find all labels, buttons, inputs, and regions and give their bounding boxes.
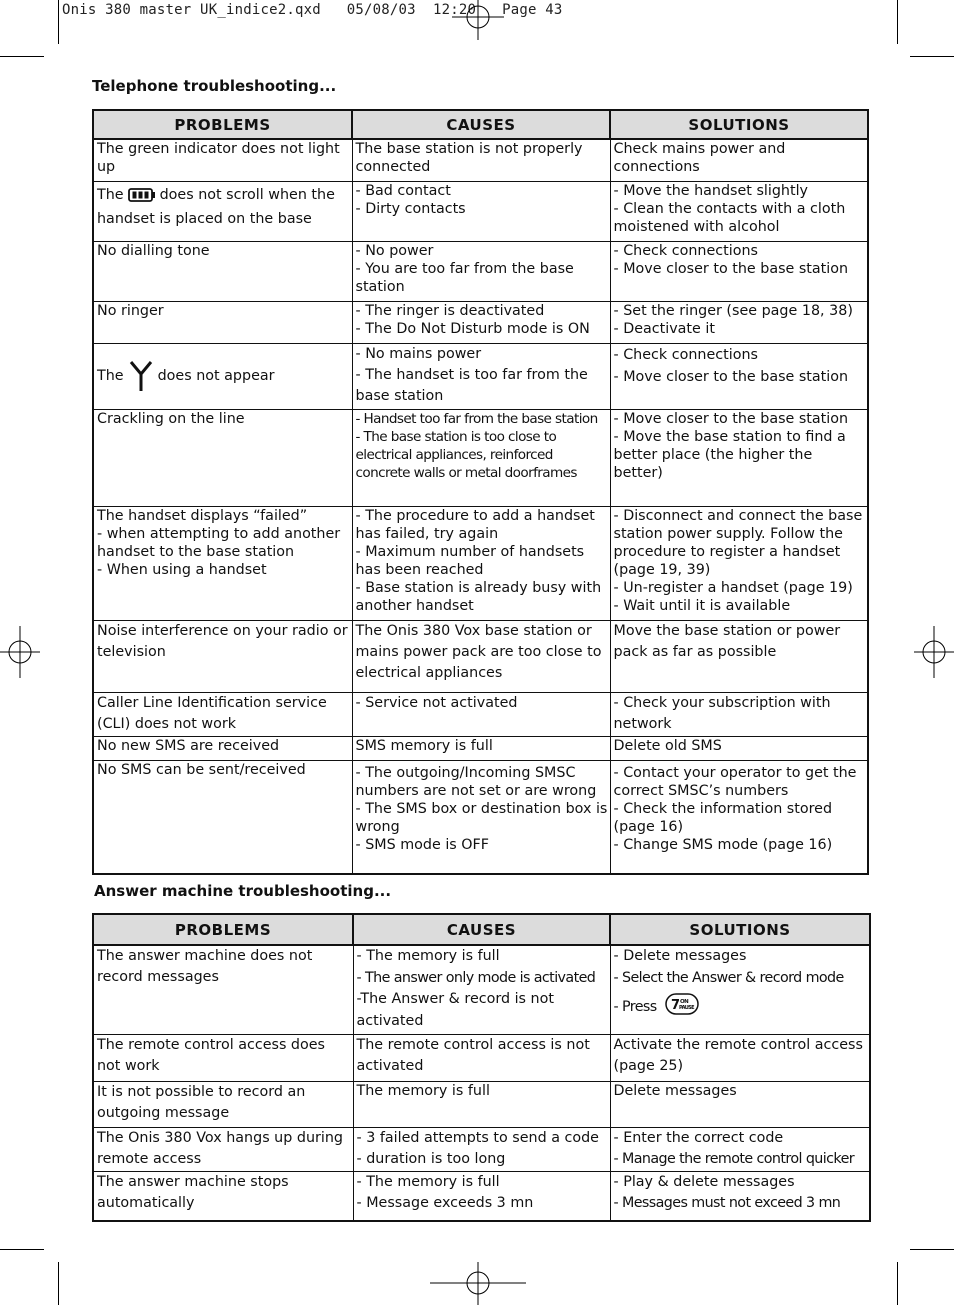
column-header-causes: CAUSES [352, 110, 610, 139]
cause-cell: - 3 failed attempts to send a code - duration is too long [353, 1127, 610, 1171]
table-row [93, 1081, 870, 1127]
answer-machine-troubleshooting-table [92, 913, 871, 1222]
solution-cell: - Check connections - Move closer to the base station [610, 241, 868, 301]
key-label-on: ON [679, 999, 688, 1005]
key-label-pause: PAUSE [678, 1005, 694, 1011]
solution-cell: - Move closer to the base station - Move the base station to find a better place (the higher the better) [610, 409, 868, 506]
solution-cell: Activate the remote control access (page 25) [610, 1034, 870, 1081]
table-header-row [93, 110, 868, 139]
registration-mark-icon [430, 1262, 526, 1305]
problem-cell: Crackling on the line [93, 409, 352, 506]
solution-cell: Delete old SMS [610, 736, 868, 760]
cause-cell: - The memory is full - Message exceeds 3 mn [353, 1171, 610, 1221]
problem-cell: The remote control access does not work [93, 1034, 353, 1081]
solution-cell: - Move the handset slightly - Clean the contacts with a cloth moistened with alcohol [610, 181, 868, 241]
table-row [93, 736, 868, 760]
crop-mark [897, 0, 898, 44]
problem-cell: The does not scroll when the handset is placed on the base [93, 181, 352, 241]
crop-mark [0, 56, 44, 57]
cause-cell: - The memory is full - The answer only mode is activated -The Answer & record is not activated [353, 945, 610, 1034]
table-row [93, 620, 868, 692]
section-title-telephone: Telephone troubleshooting... [92, 77, 337, 95]
cause-cell: - No power - You are too far from the base station [352, 241, 610, 301]
problem-cell: It is not possible to record an outgoing message [93, 1081, 353, 1127]
registration-mark-icon [0, 626, 40, 678]
cause-cell: The base station is not properly connected [352, 139, 610, 181]
key-7-on-pause-icon [665, 993, 699, 1015]
table-row [93, 1127, 870, 1171]
table-row [93, 1034, 870, 1081]
problem-cell: The answer machine does not record messages [93, 945, 353, 1034]
problem-cell: The handset displays “failed” - when attempting to add another handset to the base station - When using a handset [93, 506, 352, 620]
solution-cell: - Check connections - Move closer to the base station [610, 343, 868, 409]
solution-cell: Delete messages [610, 1081, 870, 1127]
table-row [93, 760, 868, 874]
table-row [93, 181, 868, 241]
table-row [93, 301, 868, 343]
problem-cell: No ringer [93, 301, 352, 343]
crop-mark [58, 1262, 59, 1305]
problem-cell: The answer machine stops automatically [93, 1171, 353, 1221]
solution-cell: - Enter the correct code - Manage the remote control quicker [610, 1127, 870, 1171]
table-row [93, 139, 868, 181]
problem-cell: No new SMS are received [93, 736, 352, 760]
table-row [93, 241, 868, 301]
print-slug: Onis 380 master UK_indice2.qxd 05/08/03 12:20 Page 43 [62, 2, 563, 18]
cause-cell: - The ringer is deactivated - The Do Not Disturb mode is ON [352, 301, 610, 343]
problem-cell: No SMS can be sent/received [93, 760, 352, 874]
column-header-solutions: SOLUTIONS [610, 110, 868, 139]
column-header-problems: PROBLEMS [93, 110, 352, 139]
problem-cell: The Onis 380 Vox hangs up during remote access [93, 1127, 353, 1171]
solution-cell: - Contact your operator to get the correct SMSC’s numbers - Check the information stored (page 16) - Change SMS mode (page 16) [610, 760, 868, 874]
crop-mark [910, 1249, 954, 1250]
problem-cell: No dialling tone [93, 241, 352, 301]
solution-cell: - Delete messages - Select the Answer & record mode - Press 7 ON PAUSE [610, 945, 870, 1034]
crop-mark [910, 56, 954, 57]
registration-mark-icon [914, 626, 954, 678]
crop-mark [58, 0, 59, 44]
problem-cell: Noise interference on your radio or television [93, 620, 352, 692]
telephone-troubleshooting-table [92, 109, 869, 875]
crop-mark [897, 1262, 898, 1305]
cause-cell: - No mains power - The handset is too far from the base station [352, 343, 610, 409]
table-row [93, 692, 868, 736]
cause-cell: The remote control access is not activated [353, 1034, 610, 1081]
column-header-causes: CAUSES [353, 914, 610, 945]
solution-cell: Move the base station or power pack as far as possible [610, 620, 868, 692]
problem-cell: The green indicator does not light up [93, 139, 352, 181]
antenna-icon [128, 361, 154, 391]
column-header-solutions: SOLUTIONS [610, 914, 870, 945]
solution-cell: - Play & delete messages - Messages must not exceed 3 mn [610, 1171, 870, 1221]
table-header-row [93, 914, 870, 945]
cause-cell: SMS memory is full [352, 736, 610, 760]
section-title-answer-machine: Answer machine troubleshooting... [94, 882, 392, 900]
cause-cell: - Service not activated [352, 692, 610, 736]
table-row [93, 343, 868, 409]
problem-cell: Caller Line Identification service (CLI) does not work [93, 692, 352, 736]
cause-cell: - The procedure to add a handset has failed, try again - Maximum number of handsets has been reached - Base station is already busy with another handset [352, 506, 610, 620]
solution-cell: - Set the ringer (see page 18, 38) - Deactivate it [610, 301, 868, 343]
cause-cell: - Handset too far from the base station - The base station is too close to electrical appliances, reinforced concrete walls or metal doorframes [352, 409, 610, 506]
solution-cell: - Disconnect and connect the base station power supply. Follow the procedure to register a handset (page 19, 39) - Un-register a handset (page 19) - Wait until it is available [610, 506, 868, 620]
cause-cell: - Bad contact - Dirty contacts [352, 181, 610, 241]
table-row [93, 409, 868, 506]
solution-cell: - Check your subscription with network [610, 692, 868, 736]
svg-text:7: 7 [670, 998, 680, 1013]
solution-cell: Check mains power and connections [610, 139, 868, 181]
table-row [93, 1171, 870, 1221]
battery-icon [128, 187, 156, 203]
cause-cell: - The outgoing/Incoming SMSC numbers are not set or are wrong - The SMS box or destination box is wrong - SMS mode is OFF [352, 760, 610, 874]
cause-cell: The memory is full [353, 1081, 610, 1127]
column-header-problems: PROBLEMS [93, 914, 353, 945]
problem-cell: The does not appear [93, 343, 352, 409]
registration-mark-icon [452, 0, 504, 40]
crop-mark [0, 1249, 44, 1250]
table-row [93, 506, 868, 620]
table-row [93, 945, 870, 1034]
cause-cell: The Onis 380 Vox base station or mains power pack are too close to electrical appliances [352, 620, 610, 692]
